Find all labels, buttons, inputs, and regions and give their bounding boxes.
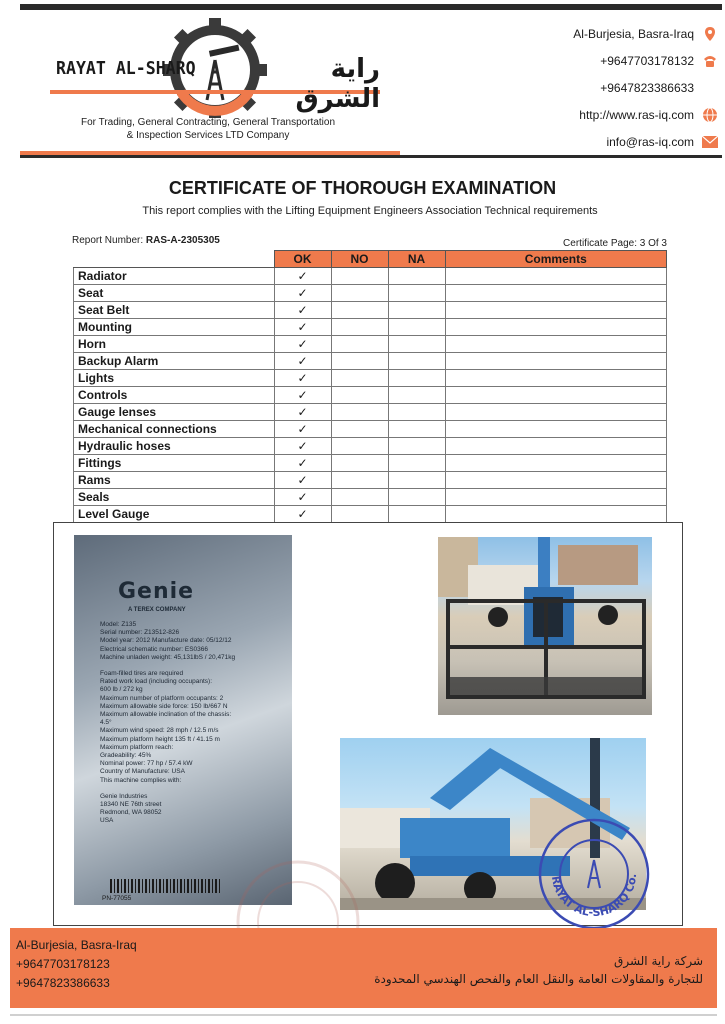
header-rule	[20, 155, 722, 158]
tagline-line-1: For Trading, General Contracting, General Transportation	[80, 117, 336, 128]
footer-address: Al-Burjesia, Basra-Iraq	[16, 938, 137, 952]
comments-cell	[445, 302, 667, 319]
comments-cell	[445, 455, 667, 472]
table-row	[74, 302, 667, 319]
location-pin-icon	[702, 26, 718, 42]
table-row	[74, 319, 667, 336]
report-number-value: RAS-A-2305305	[145, 235, 220, 246]
envelope-icon	[702, 134, 718, 150]
bottom-rule	[10, 1014, 717, 1016]
footer-phone-1: +9647703178123	[16, 957, 110, 971]
plate-line: Country of Manufacture: USA	[100, 768, 185, 776]
table-row	[74, 455, 667, 472]
no-cell	[331, 438, 388, 455]
checklist-item-label: Controls	[74, 387, 275, 404]
checklist-item-label: Rams	[74, 472, 275, 489]
checklist-item-label: Seat Belt	[74, 302, 275, 319]
checklist-item-label: Lights	[74, 370, 275, 387]
checklist-item-label: Gauge lenses	[74, 404, 275, 421]
ok-cell: ✓	[274, 421, 331, 438]
ok-cell: ✓	[274, 302, 331, 319]
table-row	[74, 268, 667, 285]
checklist-item-label: Radiator	[74, 268, 275, 285]
plate-line: Genie Industries	[100, 792, 148, 800]
ok-cell: ✓	[274, 506, 331, 523]
plate-line	[100, 785, 280, 793]
no-cell	[331, 506, 388, 523]
ok-cell: ✓	[274, 319, 331, 336]
plate-specs	[100, 621, 280, 826]
plate-line: Foam-filled tires are required	[100, 670, 184, 678]
top-rule	[20, 4, 722, 10]
ok-cell: ✓	[274, 285, 331, 302]
na-cell	[388, 353, 445, 370]
checklist-item-label: Fittings	[74, 455, 275, 472]
na-cell	[388, 387, 445, 404]
na-cell	[388, 455, 445, 472]
letterhead	[20, 12, 722, 162]
ok-cell: ✓	[274, 489, 331, 506]
header-na: NA	[388, 251, 445, 268]
no-cell	[331, 336, 388, 353]
no-cell	[331, 455, 388, 472]
company-stamp-icon	[538, 818, 650, 930]
checklist-item-label: Mounting	[74, 319, 275, 336]
checklist-item-label: Level Gauge	[74, 506, 275, 523]
comments-cell	[445, 285, 667, 302]
plate-line: 600 lb / 272 kg	[100, 686, 143, 694]
footer-arabic-line-1: شركة راية الشرق	[614, 954, 703, 968]
footer-arabic-name	[303, 952, 703, 988]
plate-line: This machine complies with:	[100, 776, 182, 784]
no-cell	[331, 421, 388, 438]
company-tagline	[58, 116, 358, 142]
comments-cell	[445, 506, 667, 523]
table-row	[74, 336, 667, 353]
no-cell	[331, 370, 388, 387]
plate-line: Model: Z135	[100, 621, 137, 628]
contact-block	[538, 20, 718, 155]
no-cell	[331, 387, 388, 404]
phone-icon	[702, 53, 718, 69]
na-cell	[388, 404, 445, 421]
comments-cell	[445, 387, 667, 404]
na-cell	[388, 472, 445, 489]
table-row	[74, 438, 667, 455]
plate-line: Nominal power: 77 hp / 57.4 kW	[100, 760, 193, 768]
header-no: NO	[331, 251, 388, 268]
plate-brand: Genie	[118, 579, 195, 604]
comments-cell	[445, 438, 667, 455]
boom-lift-basket-image	[438, 537, 652, 715]
document-subtitle: This report complies with the Lifting Equipment Engineers Association Technical requirements	[142, 205, 598, 217]
table-row	[74, 506, 667, 523]
table-row	[74, 472, 667, 489]
checklist-item-label: Mechanical connections	[74, 421, 275, 438]
na-cell	[388, 319, 445, 336]
plate-line: Maximum number of platform occupants: 2	[100, 694, 224, 702]
na-cell	[388, 268, 445, 285]
na-cell	[388, 336, 445, 353]
document-title: CERTIFICATE OF THOROUGH EXAMINATION	[168, 178, 557, 198]
footer-phone-2: +9647823386633	[16, 976, 110, 990]
plate-part-number: PN-77055	[102, 895, 132, 902]
ok-cell: ✓	[274, 404, 331, 421]
company-logo	[50, 18, 380, 118]
plate-line: Maximum allowable side force: 150 lb/667 N	[100, 702, 228, 710]
comments-cell	[445, 489, 667, 506]
comments-cell	[445, 404, 667, 421]
plate-company: A TEREX COMPANY	[128, 607, 186, 613]
na-cell	[388, 285, 445, 302]
no-cell	[331, 353, 388, 370]
na-cell	[388, 489, 445, 506]
table-row	[74, 387, 667, 404]
na-cell	[388, 438, 445, 455]
comments-cell	[445, 421, 667, 438]
table-header-row	[74, 251, 667, 268]
comments-cell	[445, 353, 667, 370]
plate-line: Maximum platform reach:	[100, 743, 174, 751]
certificate-page: Certificate Page: 3 Of 3	[563, 238, 667, 249]
comments-cell	[445, 319, 667, 336]
ok-cell: ✓	[274, 370, 331, 387]
checklist-item-label: Hydraulic hoses	[74, 438, 275, 455]
table-row	[74, 421, 667, 438]
checklist-item-label: Seals	[74, 489, 275, 506]
logo-text-english: RAYAT AL-SHARQ	[56, 58, 196, 79]
plate-line: Redmond, WA 98052	[100, 809, 162, 817]
plate-line: Rated work load (including occupants):	[100, 678, 213, 686]
na-cell	[388, 370, 445, 387]
plate-line: 4.5°	[100, 719, 112, 727]
tagline-line-2: & Inspection Services LTD Company	[126, 130, 290, 141]
comments-cell	[445, 268, 667, 285]
comments-cell	[445, 370, 667, 387]
checklist-item-label: Horn	[74, 336, 275, 353]
plate-line	[100, 662, 280, 670]
barcode-icon	[110, 879, 220, 893]
ok-cell: ✓	[274, 268, 331, 285]
footer-contacts	[16, 936, 137, 993]
boom-lift-basket-photo	[438, 537, 652, 715]
svg-text:RAYAT AL-SHARQ Co.	[549, 873, 639, 919]
checklist-item-label: Backup Alarm	[74, 353, 275, 370]
table-row	[74, 489, 667, 506]
contact-phone-2: +9647823386633	[600, 80, 694, 95]
plate-line: Gradeability: 45%	[100, 752, 152, 760]
no-cell	[331, 302, 388, 319]
na-cell	[388, 421, 445, 438]
no-cell	[331, 319, 388, 336]
footer	[10, 928, 717, 1008]
report-number: Report Number: RAS-A-2305305	[72, 235, 220, 246]
plate-line: USA	[100, 817, 114, 825]
footer-arabic-line-2: للتجارة والمقاولات العامة والنقل العام والفحص الهندسي المحدودة	[374, 972, 703, 986]
ok-cell: ✓	[274, 387, 331, 404]
plate-line: Model year: 2012 Manufacture date: 05/12/12	[100, 637, 232, 645]
table-row	[74, 353, 667, 370]
header-ok: OK	[274, 251, 331, 268]
contact-email: info@ras-iq.com	[538, 128, 718, 155]
logo-text-arabic: راية الشرق	[295, 54, 380, 114]
no-cell	[331, 489, 388, 506]
ok-cell: ✓	[274, 353, 331, 370]
comments-cell	[445, 472, 667, 489]
na-cell	[388, 506, 445, 523]
plate-line: Serial number: Z13512-826	[100, 629, 180, 637]
data-plate-photo	[74, 535, 292, 905]
plate-line: 18340 NE 76th street	[100, 801, 162, 809]
na-cell	[388, 302, 445, 319]
plate-line: Maximum platform height 135 ft / 41.15 m	[100, 735, 220, 743]
no-cell	[331, 268, 388, 285]
table-row	[74, 285, 667, 302]
globe-icon	[702, 107, 718, 123]
plate-line: Maximum allowable inclination of the chassis:	[100, 711, 232, 719]
table-row	[74, 370, 667, 387]
contact-website: http://www.ras-iq.com	[538, 101, 718, 128]
plate-line: Electrical schematic number: ES0366	[100, 645, 209, 653]
inspection-checklist-table	[73, 250, 667, 523]
ok-cell: ✓	[274, 336, 331, 353]
no-cell	[331, 404, 388, 421]
ok-cell: ✓	[274, 472, 331, 489]
plate-line: Maximum wind speed: 28 mph / 12.5 m/s	[100, 727, 219, 735]
plate-line: Machine unladen weight: 45,131lbS / 20,471kg	[100, 653, 236, 661]
header-comments: Comments	[445, 251, 667, 268]
ok-cell: ✓	[274, 438, 331, 455]
comments-cell	[445, 336, 667, 353]
ok-cell: ✓	[274, 455, 331, 472]
no-cell	[331, 285, 388, 302]
contact-phone-1: +9647703178132	[538, 47, 718, 74]
stamp-text: RAYAT AL-SHARQ Co.	[548, 873, 640, 920]
checklist-item-label: Seat	[74, 285, 275, 302]
table-row	[74, 404, 667, 421]
no-cell	[331, 472, 388, 489]
header-item	[74, 251, 275, 268]
contact-address: Al-Burjesia, Basra-Iraq	[538, 20, 718, 47]
